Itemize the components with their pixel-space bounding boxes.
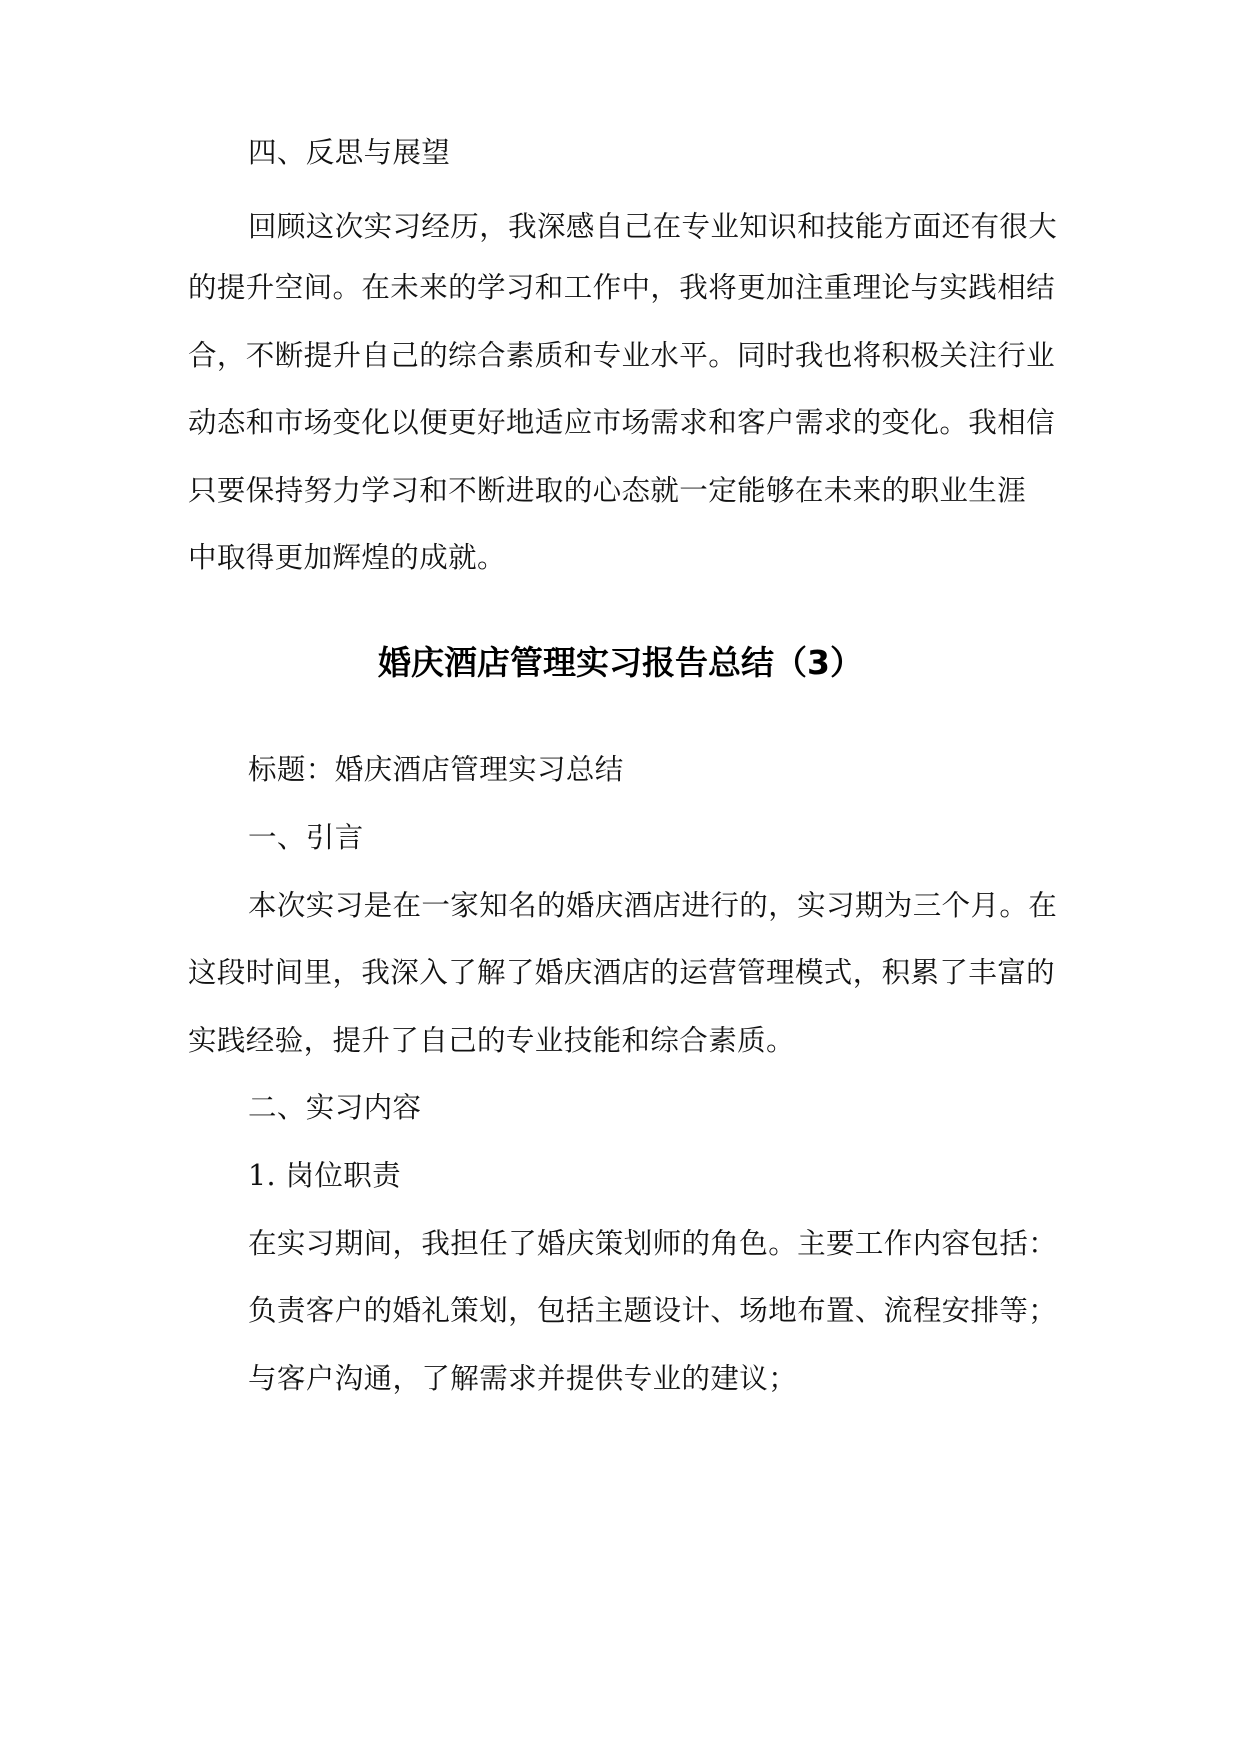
paragraph-line: 回顾这次实习经历，我深感自己在专业知识和技能方面还有很大: [248, 210, 1058, 243]
section-heading-reflection: 四、反思与展望: [248, 136, 451, 169]
paragraph-line: 中取得更加辉煌的成就。: [188, 541, 506, 574]
paragraph-line: 合，不断提升自己的综合素质和专业水平。同时我也将积极关注行业: [188, 339, 1056, 372]
paragraph-line: 的提升空间。在未来的学习和工作中，我将更加注重理论与实践相结: [188, 271, 1056, 304]
paragraph-line: 与客户沟通，了解需求并提供专业的建议；: [248, 1362, 798, 1395]
paragraph-line: 实践经验，提升了自己的专业技能和综合素质。: [188, 1024, 795, 1057]
section-heading-introduction: 一、引言: [248, 821, 364, 854]
item-heading-duties: 1. 岗位职责: [248, 1159, 402, 1192]
paragraph-line: 本次实习是在一家知名的婚庆酒店进行的，实习期为三个月。在: [248, 889, 1058, 922]
subject-line: 标题：婚庆酒店管理实习总结: [248, 753, 624, 786]
paragraph-line: 只要保持努力学习和不断进取的心态就一定能够在未来的职业生涯: [188, 474, 1027, 507]
paragraph-line: 动态和市场变化以便更好地适应市场需求和客户需求的变化。我相信: [188, 406, 1056, 439]
paragraph-line: 这段时间里，我深入了解了婚庆酒店的运营管理模式，积累了丰富的: [188, 956, 1056, 989]
paragraph-line: 负责客户的婚礼策划，包括主题设计、场地布置、流程安排等；: [248, 1294, 1058, 1327]
paragraph-line: 在实习期间，我担任了婚庆策划师的角色。主要工作内容包括：: [248, 1227, 1058, 1260]
document-title: 婚庆酒店管理实习报告总结（3）: [378, 643, 863, 682]
section-heading-content: 二、实习内容: [248, 1091, 422, 1124]
